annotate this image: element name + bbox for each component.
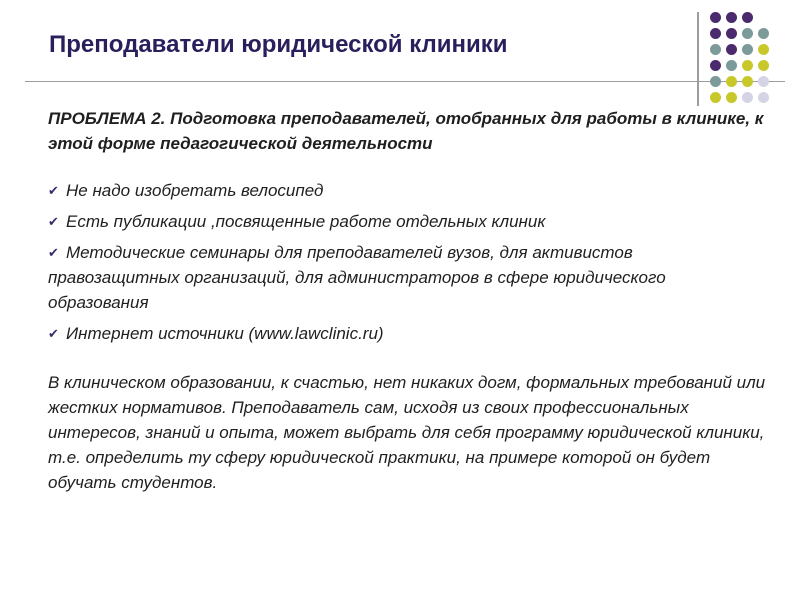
list-item-text: Методические семинары для преподавателей вузов, для активистов правозащитных организаций, для администраторов в сфере юридического образования	[48, 243, 666, 312]
decorative-dot	[726, 28, 737, 39]
decorative-dot	[726, 92, 737, 103]
checkmark-icon: ✔	[48, 245, 59, 260]
decorative-dot	[726, 76, 737, 87]
list-item-text: Интернет источники (www.lawclinic.ru)	[66, 324, 384, 343]
decorative-horizontal-line	[25, 81, 785, 82]
decorative-dot	[726, 60, 737, 71]
decorative-dot	[742, 60, 753, 71]
decorative-dot	[758, 76, 769, 87]
list-item	[48, 178, 748, 203]
decorative-dot	[710, 92, 721, 103]
decorative-dot	[726, 12, 737, 23]
decorative-dot	[742, 92, 753, 103]
decorative-dot	[758, 28, 769, 39]
decorative-dot	[726, 44, 737, 55]
decorative-dot	[758, 60, 769, 71]
decorative-dot	[742, 76, 753, 87]
list-item-text: Не надо изобретать велосипед	[66, 181, 324, 200]
decorative-dot	[710, 60, 721, 71]
list-item	[48, 240, 748, 315]
list-item	[48, 209, 748, 234]
problem-statement: ПРОБЛЕМА 2. Подготовка преподавателей, отобранных для работы в клинике, к этой форме педагогической деятельности	[48, 106, 772, 156]
closing-paragraph: В клиническом образовании, к счастью, нет никаких догм, формальных требований или жестких нормативов. Преподаватель сам, исходя из своих профессиональных интересов, знаний и опыта, может выбрать для себя программу юридической клиники, т.е. определить ту сферу юридической практики, на примере которой он будет обучать студентов.	[48, 373, 766, 492]
checkmark-icon: ✔	[48, 183, 59, 198]
decorative-dot	[710, 76, 721, 87]
decorative-dot	[758, 92, 769, 103]
page-title: Преподаватели юридической клиники	[49, 31, 508, 58]
decorative-dot	[758, 44, 769, 55]
decorative-dot	[710, 44, 721, 55]
decorative-dot	[742, 44, 753, 55]
decorative-dot	[710, 28, 721, 39]
checkmark-icon: ✔	[48, 214, 59, 229]
decorative-dot	[742, 28, 753, 39]
list-item-text: Есть публикации ,посвященные работе отдельных клиник	[66, 212, 546, 231]
list-item	[48, 321, 748, 346]
bullet-list	[48, 178, 748, 352]
checkmark-icon: ✔	[48, 326, 59, 341]
decorative-dot	[742, 12, 753, 23]
decorative-dot	[710, 12, 721, 23]
